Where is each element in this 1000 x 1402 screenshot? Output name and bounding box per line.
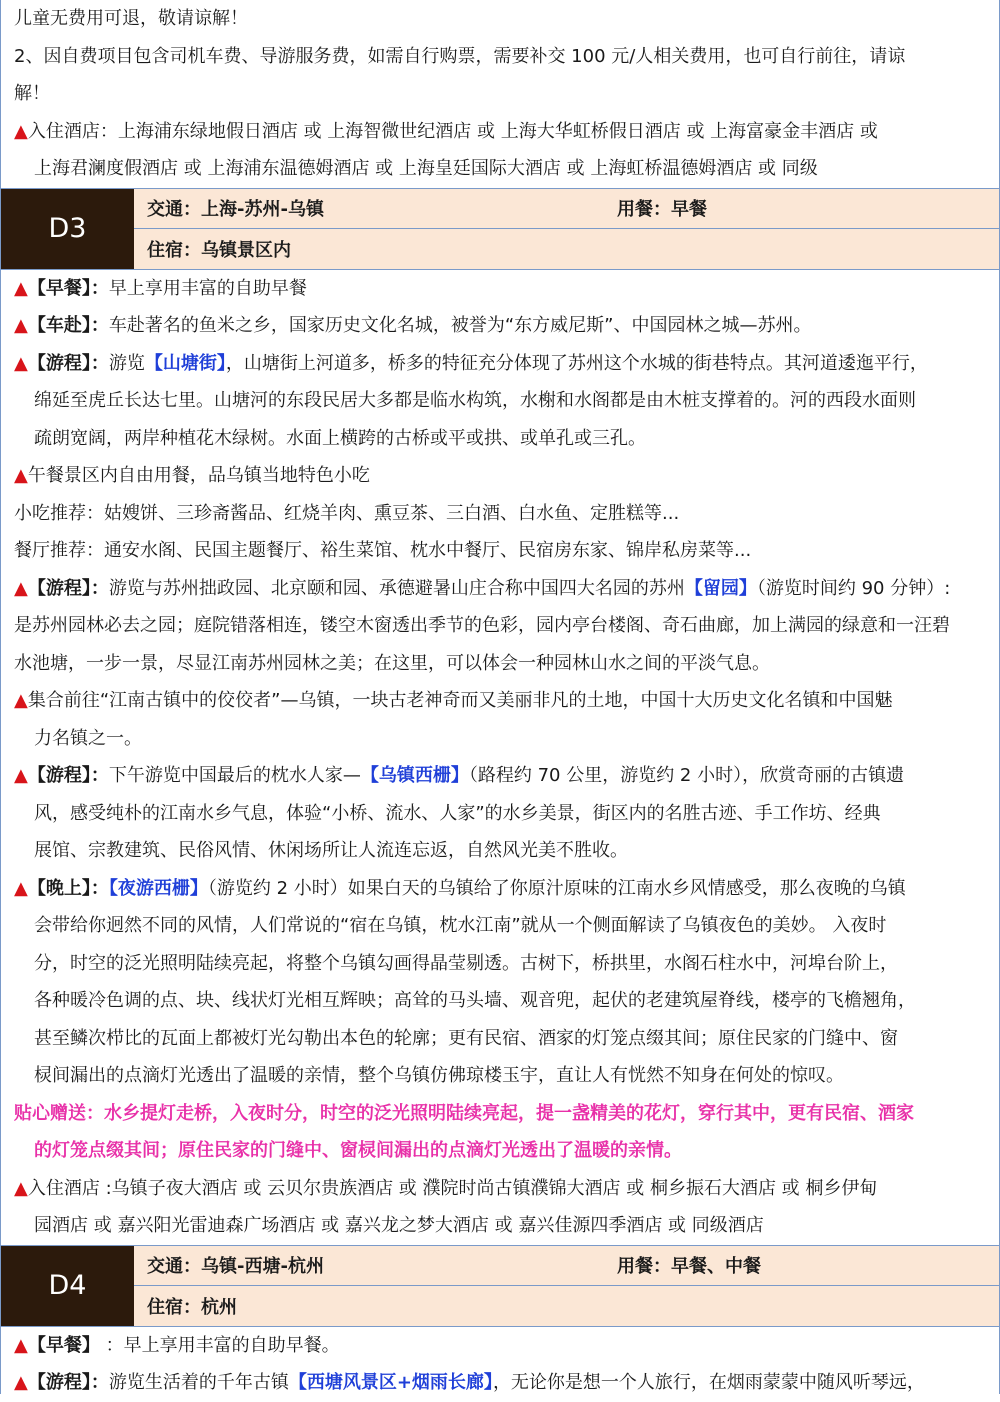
d3-night: ▲【晚上】：【夜游西栅】（游览约 2 小时）如果白天的乌镇给了你原汁原味的江南水乡风情感受，那么夜晚的乌镇 (14, 877, 906, 899)
d3-gather-line2: 力名镇之一。 (34, 727, 142, 749)
d3-night-line6: 棂间漏出的点滴灯光透出了温暖的亲情，整个乌镇仿佛琼楼玉宇，直让人有恍然不知身在何处的惊叹。 (34, 1065, 844, 1086)
d3-gift-line2: 的灯笼点缀其间；原住民家的门缝中、窗棂间漏出的点滴灯光透出了温暖的亲情。 (34, 1140, 682, 1161)
d3-tour2-line3: 水池塘，一步一景，尽显江南苏州园林之美；在这里，可以体会一种园林山水之间的平淡气息。 (14, 652, 770, 674)
day-header-d3 (1, 188, 999, 270)
triangle-icon: ▲ (14, 690, 28, 711)
day-label-d3: D3 (1, 189, 134, 269)
xitang-highlight: 【西塘风景区+烟雨长廊】 (288, 1372, 493, 1393)
d3-lunch: ▲午餐景区内自由用餐，品乌镇当地特色小吃 (14, 465, 370, 486)
triangle-icon: ▲ (14, 277, 28, 299)
d3-night-line4: 各种暖冷色调的点、块、线状灯光相互辉映；高耸的马头墙、观音兜，起伏的老建筑屋脊线，楼亭的飞檐翘角， (34, 990, 916, 1011)
d3-tour2: ▲【游程】：游览与苏州拙政园、北京颐和园、承德避暑山庄合称中国四大名园的苏州【留园】（游览时间约 90 分钟）: (14, 577, 951, 599)
d4-section (1, 1327, 999, 1402)
child-refund-note: 儿童无费用可退，敬请谅解！ (14, 8, 248, 29)
d3-tour3-line2: 风，感受纯朴的江南水乡气息，体验“小桥、流水、人家”的水乡美景，街区内的名胜古迹、手工作坊、经典 (34, 802, 881, 824)
day-label-d4: D4 (1, 1246, 134, 1326)
d4-breakfast: ▲【早餐】 ：早上享用丰富的自助早餐。 (14, 1334, 340, 1356)
shantang-street-highlight: 【山塘街】 (144, 352, 226, 374)
d3-meals: 用餐：早餐 (617, 199, 707, 221)
d3-car: ▲【车赴】：车赴著名的鱼米之乡，国家历史文化名城，被誉为“东方威尼斯”、中国园林之城—苏州。 (14, 315, 812, 336)
d3-night-line2: 会带给你迥然不同的风情，人们常说的“宿在乌镇，枕水江南”就从一个侧面解读了乌镇夜色的美妙。 入夜时 (34, 915, 887, 936)
triangle-icon: ▲ (14, 1334, 28, 1356)
d2-hotel-line: ▲入住酒店：上海浦东绿地假日酒店 或 上海智微世纪酒店 或 上海大华虹桥假日酒店 或 上海富豪金丰酒店 或 (14, 120, 878, 142)
d3-transport: 交通：上海-苏州-乌镇 (147, 199, 324, 221)
day-header-d4 (1, 1245, 999, 1327)
triangle-icon: ▲ (14, 120, 28, 142)
d3-hotel-line-cont: 园酒店 或 嘉兴阳光雷迪森广场酒店 或 嘉兴龙之梦大酒店 或 嘉兴佳源四季酒店 或 同级酒店 (34, 1215, 764, 1236)
triangle-icon: ▲ (14, 315, 28, 336)
triangle-icon: ▲ (14, 877, 28, 899)
d3-tour2-line2: 是苏州园林必去之园；庭院错落相连，镂空木窗透出季节的色彩，园内亭台楼阁、奇石曲廊，加上满园的绿意和一汪碧 (14, 615, 950, 636)
d2-tail-section (1, 0, 999, 188)
d3-section (1, 270, 999, 1245)
d3-night-line3: 分，时空的泛光照明陆续亮起，将整个乌镇勾画得晶莹剔透。古树下，桥拱里，水阁石柱水中，河埠台阶上， (34, 952, 898, 974)
d4-transport: 交通：乌镇-西塘-杭州 (147, 1256, 324, 1278)
triangle-icon: ▲ (14, 1372, 28, 1393)
liuyuan-highlight: 【留园】 (684, 577, 757, 599)
d3-night-line5: 甚至鳞次栉比的瓦面上都被灯光勾勒出本色的轮廓；更有民宿、酒家的灯笼点缀其间；原住民家的门缝中、窗 (34, 1027, 898, 1049)
d2-hotel-line-cont: 上海君澜度假酒店 或 上海浦东温德姆酒店 或 上海皇廷国际大酒店 或 上海虹桥温德姆酒店 或 同级 (34, 158, 818, 179)
d3-lodging: 住宿：乌镇景区内 (147, 239, 291, 261)
d3-breakfast: ▲【早餐】：早上享用丰富的自助早餐 (14, 277, 307, 299)
self-pay-note-cont: 解！ (14, 83, 50, 104)
d3-tour1: ▲【游程】：游览【山塘街】，山塘街上河道多，桥多的特征充分体现了苏州这个水城的街巷特点。其河道逶迤平行， (14, 352, 928, 374)
triangle-icon: ▲ (14, 465, 28, 486)
triangle-icon: ▲ (14, 1177, 28, 1199)
d3-gather: ▲集合前往“江南古镇中的佼佼者”—乌镇，一块古老神奇而又美丽非凡的土地，中国十大历史文化名镇和中国魅 (14, 690, 893, 711)
self-pay-note: 2、因自费项目包含司机车费、导游服务费，如需自行购票，需要补交 100 元/人相关费用，也可自行前往，请谅 (14, 45, 906, 67)
wuzhen-xizha-highlight: 【乌镇西栅】 (360, 765, 469, 786)
triangle-icon: ▲ (14, 352, 28, 374)
d3-tour3: ▲【游程】：下午游览中国最后的枕水人家—【乌镇西栅】（路程约 70 公里，游览约 2 小时），欣赏奇丽的古镇遗 (14, 765, 905, 786)
d3-tour1-line2: 绵延至虎丘长达七里。山塘河的东段民居大多都是临水构筑，水榭和水阁都是由木桩支撑着的。河的西段水面则 (34, 390, 916, 411)
triangle-icon: ▲ (14, 765, 28, 786)
d3-restaurants: 餐厅推荐：通安水阁、民国主题餐厅、裕生菜馆、枕水中餐厅、民宿房东家、锦岸私房菜等... (14, 540, 752, 561)
d4-tour: ▲【游程】：游览生活着的千年古镇【西塘风景区+烟雨长廊】，无论你是想一个人旅行，在烟雨蒙蒙中随风听琴远， (14, 1372, 925, 1393)
night-tour-highlight: 【夜游西栅】 (108, 877, 208, 899)
d4-meals: 用餐：早餐、中餐 (617, 1256, 761, 1278)
d3-snacks: 小吃推荐：姑嫂饼、三珍斋酱品、红烧羊肉、熏豆茶、三白酒、白水鱼、定胜糕等... (14, 502, 680, 524)
d4-lodging: 住宿：杭州 (147, 1296, 237, 1318)
d3-gift: 贴心赠送：水乡提灯走桥，入夜时分，时空的泛光照明陆续亮起，提一盏精美的花灯，穿行其中，更有民宿、酒家 (14, 1102, 914, 1124)
d3-tour3-line3: 展馆、宗教建筑、民俗风情、休闲场所让人流连忘返，自然风光美不胜收。 (34, 840, 628, 861)
triangle-icon: ▲ (14, 577, 28, 599)
d3-tour1-line3: 疏朗宽阔，两岸种植花木绿树。水面上横跨的古桥或平或拱、或单孔或三孔。 (34, 427, 646, 449)
d3-hotel-line: ▲入住酒店 :乌镇子夜大酒店 或 云贝尔贵族酒店 或 濮院时尚古镇濮锦大酒店 或 桐乡振石大酒店 或 桐乡伊甸 (14, 1177, 878, 1199)
